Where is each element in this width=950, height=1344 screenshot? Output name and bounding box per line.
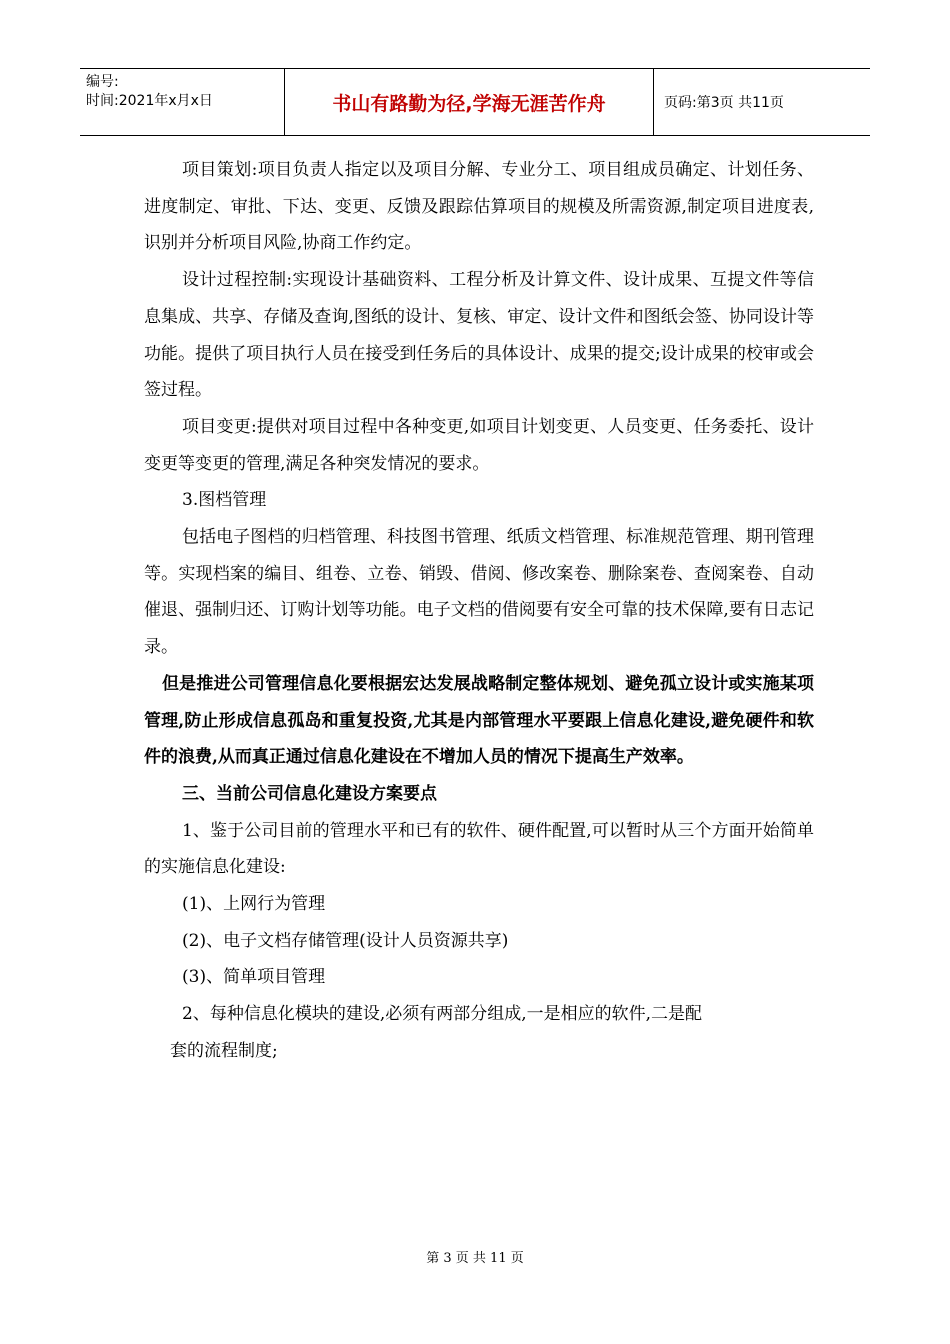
header-meta [80,69,284,135]
document-time-label: 时间:2021年x月x日 [86,93,213,109]
list-item-2: (2)、电子文档存储管理(设计人员资源共享) [182,930,509,951]
paragraph-project-change: 项目变更:提供对项目过程中各种变更,如项目计划变更、人员变更、任务委托、设计变更等变更的管理,满足各种突发情况的要求。 [144,416,814,474]
paragraph-archive-management: 包括电子图档的归档管理、科技图书管理、纸质文档管理、标准规范管理、期刊管理等。实现档案的编目、组卷、立卷、销毁、借阅、修改案卷、删除案卷、查阅案卷、自动催退、强制归还、订购计划等功能。电子文档的借阅要有安全可靠的技术保障,要有日志记录。 [144,527,814,658]
section-heading-archive: 3.图档管理 [182,490,267,511]
page-header [80,68,870,136]
paragraph-bold-summary: 但是推进公司管理信息化要根据宏达发展战略制定整体规划、避免孤立设计或实施某项管理,防止形成信息孤岛和重复投资,尤其是内部管理水平要跟上信息化建设,避免硬件和软件的浪费,从而真正通过信息化建设在不增加人员的情况下提高生产效率。 [144,673,814,768]
list-item-1: (1)、上网行为管理 [182,894,326,915]
list-item-3: (3)、简单项目管理 [182,967,326,988]
header-page-info: 页码:第3页 共11页 [664,95,784,111]
paragraph-design-control: 设计过程控制:实现设计基础资料、工程分析及计算文件、设计成果、互提文件等信息集成、共享、存储及查询,图纸的设计、复核、审定、设计文件和图纸会签、协同设计等功能。提供了项目执行人员在接受到任务后的具体设计、成果的提交;设计成果的校审或会签过程。 [144,270,814,401]
section-heading-plan: 三、当前公司信息化建设方案要点 [182,783,437,804]
document-number-label: 编号: [86,74,119,90]
paragraph-plan-point-1: 1、鉴于公司目前的管理水平和已有的软件、硬件配置,可以暂时从三个方面开始简单的实施信息化建设: [144,820,814,878]
header-motto: 书山有路勤为径,学海无涯苦作舟 [284,69,654,135]
paragraph-plan-point-2-continued: 套的流程制度; [170,1040,278,1061]
paragraph-plan-point-2: 2、每种信息化模块的建设,必须有两部分组成,一是相应的软件,二是配 [182,1004,703,1025]
page-footer: 第 3 页 共 11 页 [426,1251,524,1266]
document-body [144,152,814,1070]
paragraph-project-planning: 项目策划:项目负责人指定以及项目分解、专业分工、项目组成员确定、计划任务、进度制定、审批、下达、变更、反馈及跟踪估算项目的规模及所需资源,制定项目进度表,识别并分析项目风险,协商工作约定。 [144,160,814,254]
